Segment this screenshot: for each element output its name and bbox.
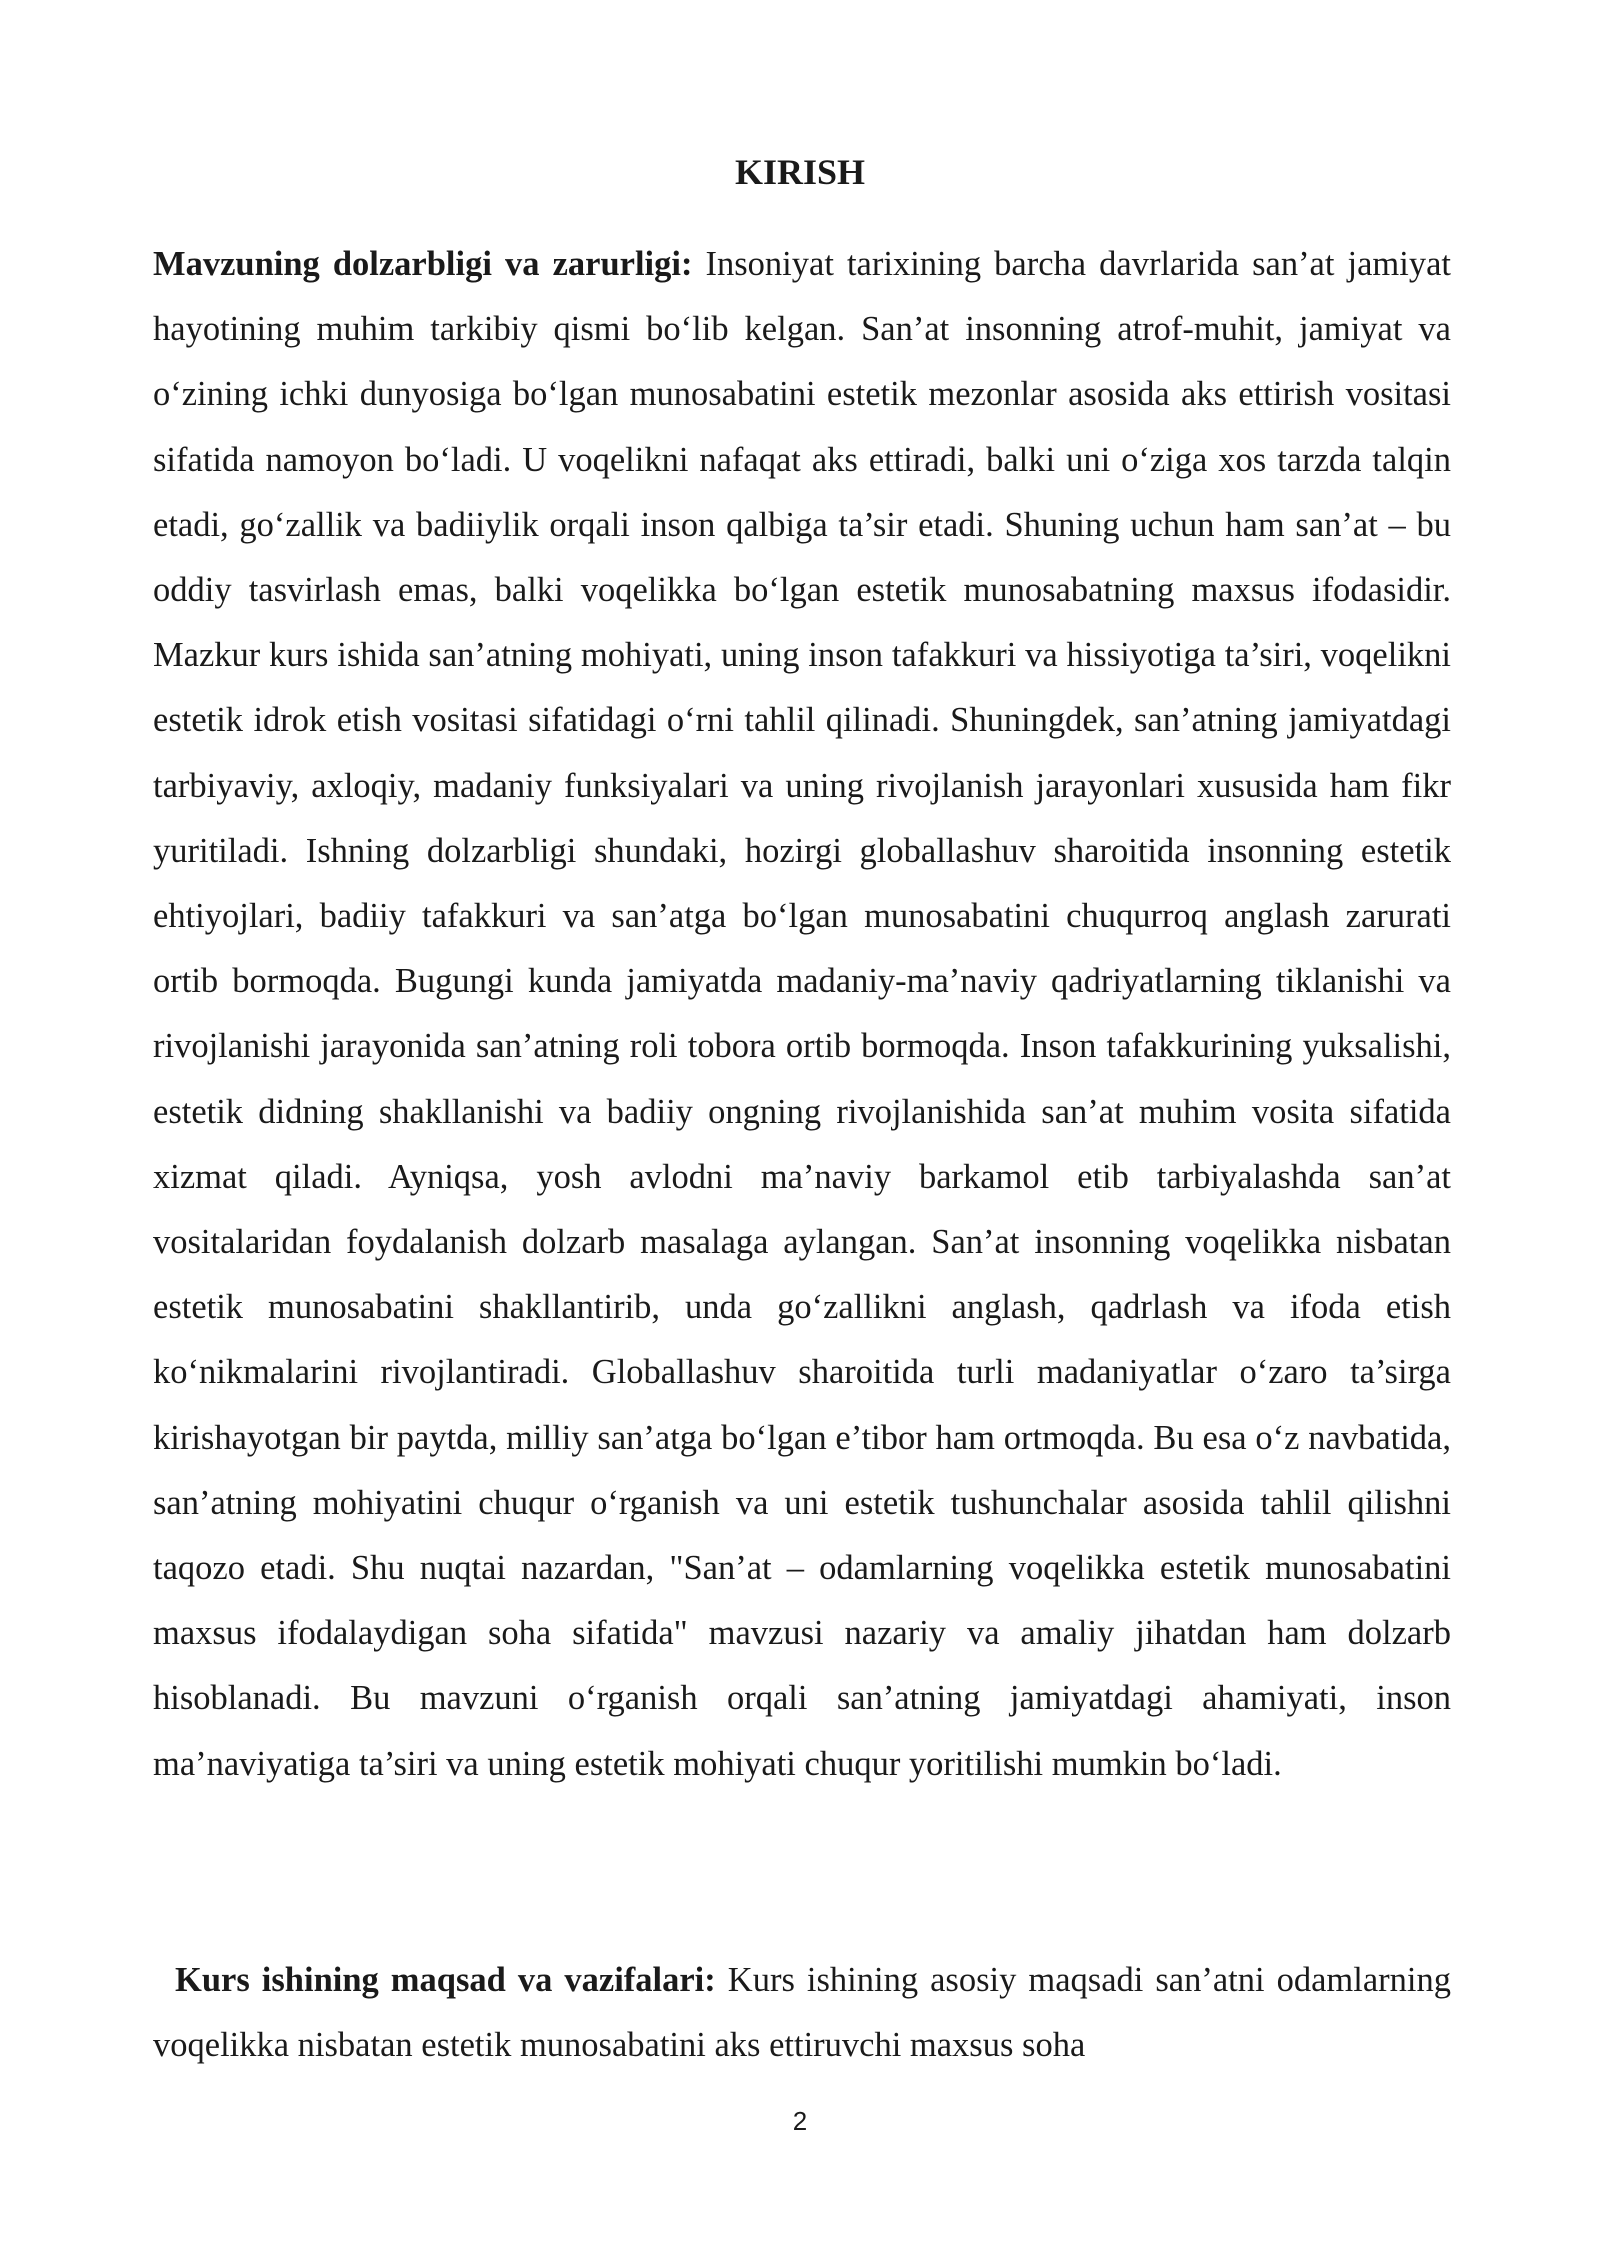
- page-number: 2: [792, 2106, 808, 2136]
- paragraph-relevance: [153, 232, 1451, 1797]
- section-text-relevance: Insoniyat tarixining barcha davrlarida san’at jamiyat hayotining muhim tarkibiy qismi bo‘lib kelgan. San’at insonning atrof-muhit, jamiyat va o‘zining ichki dunyosiga bo‘lgan munosabatini estetik mezonlar asosida aks ettirish vositasi sifatida namoyon bo‘ladi. U voqelikni nafaqat aks ettiradi, balki uni o‘ziga xos tarzda talqin etadi, go‘zallik va badiiylik orqali inson qalbiga ta’sir etadi. Shuning uchun ham san’at – bu oddiy tasvirlash emas, balki voqelikka bo‘lgan estetik munosabatning maxsus ifodasidir. Mazkur kurs ishida san’atning mohiyati, uning inson tafakkuri va hissiyotiga ta’siri, voqelikni estetik idrok etish vositasi sifatidagi o‘rni tahlil qilinadi. Shuningdek, san’atning jamiyatdagi tarbiyaviy, axloqiy, madaniy funksiyalari va uning rivojlanish jarayonlari xususida ham fikr yuritiladi. Ishning dolzarbligi shundaki, hozirgi globallashuv sharoitida insonning estetik ehtiyojlari, badiiy tafakkuri va san’atga bo‘lgan munosabatini chuqurroq anglash zarurati ortib bormoqda. Bugungi kunda jamiyatda madaniy-ma’naviy qadriyatlarning tiklanishi va rivojlanishi jarayonida san’atning roli tobora ortib bormoqda. Inson tafakkurining yuksalishi, estetik didning shakllanishi va badiiy ongning rivojlanishida san’at muhim vosita sifatida xizmat qiladi. Ayniqsa, yosh avlodni ma’naviy barkamol etib tarbiyalashda san’at vositalaridan foydalanish dolzarb masalaga aylangan. San’at insonning voqelikka nisbatan estetik munosabatini shakllantirib, unda go‘zallikni anglash, qadrlash va ifoda etish ko‘nikmalarini rivojlantiradi. Globallashuv sharoitida turli madaniyatlar o‘zaro ta’sirga kirishayotgan bir paytda, milliy san’atga bo‘lgan e’tibor ham ortmoqda. Bu esa o‘z navbatida, san’atning mohiyatini chuqur o‘rganish va uni estetik tushunchalar asosida tahlil qilishni taqozo etadi. Shu nuqtai nazardan, "San’at – odamlarning voqelikka estetik munosabatini maxsus ifodalaydigan soha sifatida" mavzusi nazariy va amaliy jihatdan ham dolzarb hisoblanadi. Bu mavzuni o‘rganish orqali san’atning jamiyatdagi ahamiyati, inson ma’naviyatiga ta’siri va uning estetik mohiyati chuqur yoritilishi mumkin bo‘ladi.: [153, 245, 1451, 1783]
- section-text-goals: Kurs ishining asosiy maqsadi san’atni odamlarning voqelikka nisbatan estetik munosabatini aks ettiruvchi maxsus soha: [153, 1961, 1451, 2065]
- indent: [153, 1961, 175, 1999]
- page-heading: KIRISH: [734, 152, 866, 192]
- paragraph-goals: [153, 1948, 1451, 2078]
- section-title-goals: Kurs ishining maqsad va vazifalari:: [175, 1961, 716, 1999]
- section-title-relevance: Mavzuning dolzarbligi va zarurligi:: [153, 245, 693, 283]
